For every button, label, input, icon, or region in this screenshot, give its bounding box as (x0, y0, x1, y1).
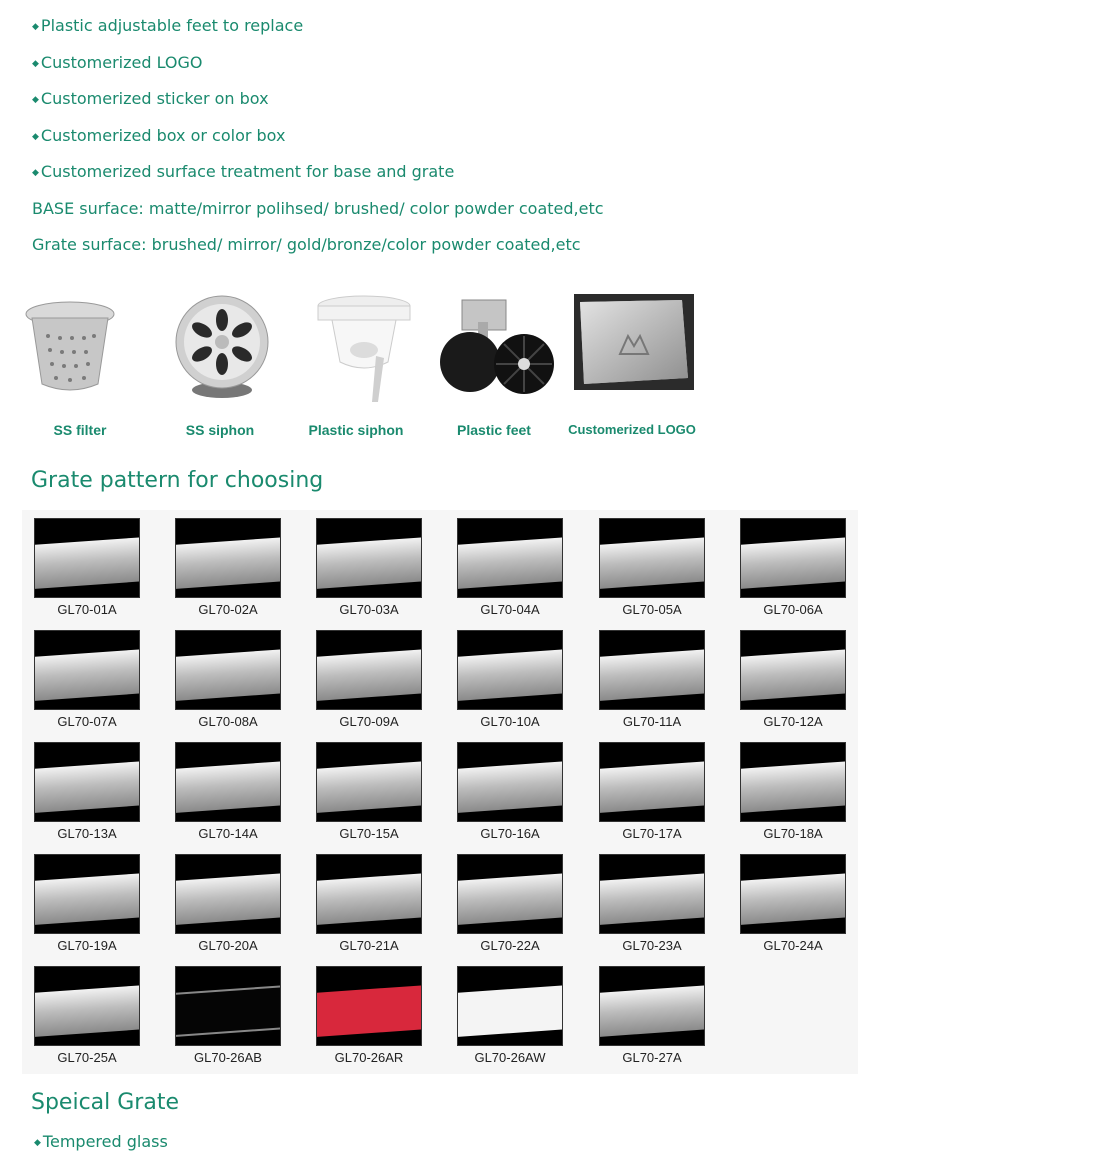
feature-text: Customerized LOGO (40, 52, 203, 72)
grate-code-label: GL70-25A (57, 1050, 117, 1065)
grate-code-label: GL70-16A (480, 826, 540, 841)
grate-option (22, 734, 142, 840)
grate-thumbnail-image (599, 854, 705, 934)
special-item-text: Tempered glass (42, 1132, 168, 1151)
grate-code-label: GL70-19A (57, 938, 117, 953)
grate-option (163, 958, 283, 1064)
accessory-label: SS siphon (185, 422, 255, 438)
grate-thumbnail-image (599, 742, 705, 822)
feature-item (32, 154, 932, 191)
grate-thumbnail-image (316, 966, 422, 1046)
accessory-ss-siphon (150, 292, 290, 438)
grate-code-label: GL70-13A (57, 826, 117, 841)
grate-thumbnail-image (175, 630, 281, 710)
customized-logo-image (570, 292, 694, 404)
grate-code-label: GL70-18A (763, 826, 823, 841)
grate-code-label: GL70-08A (198, 714, 258, 729)
grate-pattern-grid (22, 510, 858, 1074)
feature-item (32, 81, 932, 118)
grate-option (22, 622, 142, 728)
grate-option (304, 846, 424, 952)
ss-filter-image (18, 292, 142, 404)
plastic-feet-image (432, 292, 556, 404)
grate-thumbnail-image (740, 742, 846, 822)
grate-option (22, 958, 142, 1064)
grate-code-label: GL70-05A (622, 602, 682, 617)
grate-code-label: GL70-06A (763, 602, 823, 617)
grate-option (304, 622, 424, 728)
grate-thumbnail-image (34, 966, 140, 1046)
accessory-customized-logo (562, 292, 702, 437)
grate-option (445, 510, 565, 616)
accessory-label: Plastic feet (457, 422, 531, 438)
diamond-bullet-icon: ◆ (32, 168, 39, 178)
grate-code-label: GL70-26AR (334, 1050, 404, 1065)
diamond-bullet-icon: ◆ (32, 22, 39, 32)
grate-option (304, 734, 424, 840)
grate-option (728, 734, 848, 840)
grate-thumbnail-image (175, 518, 281, 598)
grate-thumbnail-image (740, 518, 846, 598)
grate-code-label: GL70-07A (57, 714, 117, 729)
diamond-bullet-icon: ◆ (32, 95, 39, 105)
grate-code-label: GL70-01A (57, 602, 117, 617)
grate-option (163, 622, 283, 728)
grate-option (304, 510, 424, 616)
grate-thumbnail-image (457, 630, 563, 710)
grate-code-label: GL70-10A (480, 714, 540, 729)
grate-thumbnail-image (457, 854, 563, 934)
grate-code-label: GL70-26AW (474, 1050, 546, 1065)
grate-option (22, 846, 142, 952)
special-grate-heading: Speical Grate (31, 1090, 179, 1115)
grate-thumbnail-image (740, 630, 846, 710)
feature-text: Customerized surface treatment for base and grate (40, 162, 455, 181)
feature-item (32, 8, 932, 45)
grate-code-label: GL70-09A (339, 714, 399, 729)
accessory-label: Plastic siphon (308, 422, 404, 438)
grate-thumbnail-image (316, 742, 422, 822)
grate-code-label: GL70-12A (763, 714, 823, 729)
grate-code-label: GL70-22A (480, 938, 540, 953)
grate-thumbnail-image (34, 630, 140, 710)
grate-option (728, 510, 848, 616)
grate-option (445, 958, 565, 1064)
grate-thumbnail-image (34, 518, 140, 598)
grate-thumbnail-image (599, 630, 705, 710)
grate-code-label: GL70-11A (622, 714, 682, 729)
plastic-siphon-image (294, 292, 418, 404)
grate-thumbnail-image (316, 630, 422, 710)
grate-code-label: GL70-04A (480, 602, 540, 617)
grate-code-label: GL70-20A (198, 938, 258, 953)
accessory-plastic-feet (424, 292, 564, 438)
special-item (34, 1132, 168, 1151)
grate-option (163, 846, 283, 952)
feature-text: Plastic adjustable feet to replace (40, 16, 304, 35)
grate-thumbnail-image (599, 518, 705, 598)
grate-option (445, 622, 565, 728)
accessory-plastic-siphon (286, 292, 426, 438)
grate-thumbnail-image (34, 742, 140, 822)
grate-code-label: GL70-23A (622, 938, 682, 953)
feature-text: Customerized box or color box (40, 125, 286, 145)
grate-option (445, 734, 565, 840)
accessory-label: SS filter (53, 422, 107, 438)
feature-item (32, 118, 932, 155)
grate-code-label: GL70-02A (198, 602, 258, 617)
feature-text: Customerized sticker on box (40, 89, 269, 108)
grate-option (304, 958, 424, 1064)
accessory-label: Customerized LOGO (568, 422, 696, 437)
grate-option (22, 510, 142, 616)
grate-option (587, 622, 707, 728)
diamond-bullet-icon: ◆ (34, 1138, 41, 1148)
accessory-row (0, 292, 760, 442)
feature-list (32, 8, 932, 264)
feature-item (32, 45, 932, 82)
grate-code-label: GL70-17A (622, 826, 682, 841)
grate-code-label: GL70-27A (622, 1050, 682, 1065)
grate-code-label: GL70-26AB (194, 1050, 262, 1065)
grate-thumbnail-image (175, 966, 281, 1046)
grate-option (445, 846, 565, 952)
diamond-bullet-icon: ◆ (32, 131, 39, 142)
grate-option (163, 734, 283, 840)
grate-thumbnail-image (457, 518, 563, 598)
grate-thumbnail-image (175, 854, 281, 934)
grate-code-label: GL70-03A (339, 602, 399, 617)
grate-thumbnail-image (316, 518, 422, 598)
grate-option (587, 846, 707, 952)
grate-option (728, 622, 848, 728)
grate-pattern-heading: Grate pattern for choosing (31, 468, 324, 493)
grate-thumbnail-image (34, 854, 140, 934)
grate-thumbnail-image (175, 742, 281, 822)
accessory-ss-filter (10, 292, 150, 438)
grate-code-label: GL70-24A (763, 938, 823, 953)
base-surface-text: BASE surface: matte/mirror polihsed/ brushed/ color powder coated,etc (32, 198, 604, 218)
grate-code-label: GL70-15A (339, 826, 399, 841)
grate-option (587, 510, 707, 616)
grate-option (587, 958, 707, 1064)
diamond-bullet-icon: ◆ (32, 58, 39, 69)
grate-option (728, 846, 848, 952)
grate-thumbnail-image (599, 966, 705, 1046)
grate-thumbnail-image (316, 854, 422, 934)
grate-code-label: GL70-14A (198, 826, 258, 841)
grate-surface-text: Grate surface: brushed/ mirror/ gold/bronze/color powder coated,etc (32, 235, 581, 254)
grate-code-label: GL70-21A (339, 938, 399, 953)
grate-thumbnail-image (457, 966, 563, 1046)
ss-siphon-image (158, 292, 282, 404)
grate-option (163, 510, 283, 616)
grate-thumbnail-image (740, 854, 846, 934)
grate-thumbnail-image (457, 742, 563, 822)
grate-option (587, 734, 707, 840)
